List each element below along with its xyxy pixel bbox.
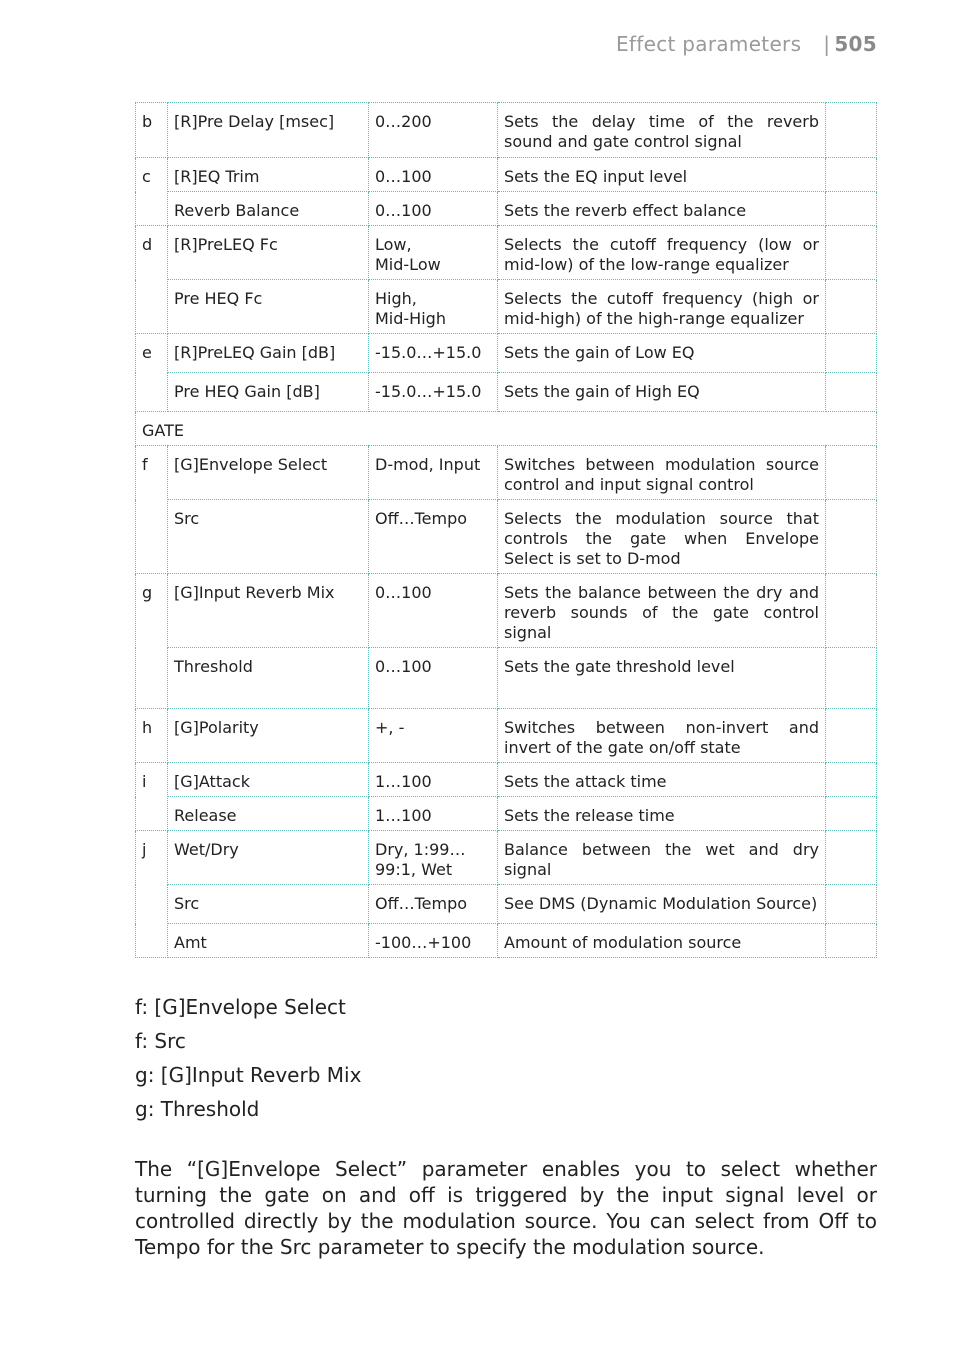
param-description: See DMS (Dynamic Modulation Source)	[498, 885, 826, 924]
table-row	[136, 648, 877, 709]
empty-cell	[826, 103, 877, 158]
heading-src: f: Src	[135, 1029, 186, 1053]
row-letter: b	[136, 103, 168, 158]
table-row	[136, 763, 877, 797]
table-row	[136, 226, 877, 280]
param-name: Src	[168, 885, 369, 924]
empty-cell	[826, 924, 877, 958]
param-description: Amount of modulation source	[498, 924, 826, 958]
param-range: -100…+100	[369, 924, 498, 958]
param-description: Switches between modulation source control and input signal control	[498, 446, 826, 500]
param-name: [R]PreLEQ Fc	[168, 226, 369, 280]
empty-cell	[826, 192, 877, 226]
param-name: Threshold	[168, 648, 369, 709]
table-row	[136, 574, 877, 648]
table-row	[136, 103, 877, 158]
table-row	[136, 446, 877, 500]
param-description: Sets the release time	[498, 797, 826, 831]
row-letter: i	[136, 763, 168, 831]
heading-envelope-select: f: [G]Envelope Select	[135, 995, 346, 1019]
empty-cell	[826, 709, 877, 763]
heading-threshold: g: Threshold	[135, 1097, 260, 1121]
param-range: 0…100	[369, 158, 498, 192]
param-name: [R]EQ Trim	[168, 158, 369, 192]
header-separator: |	[823, 32, 831, 56]
param-name: Pre HEQ Fc	[168, 280, 369, 334]
param-range: -15.0…+15.0	[369, 373, 498, 412]
page-number: 505	[834, 32, 877, 56]
table-row	[136, 924, 877, 958]
param-range: -15.0…+15.0	[369, 334, 498, 373]
param-name: Pre HEQ Gain [dB]	[168, 373, 369, 412]
empty-cell	[826, 373, 877, 412]
empty-cell	[826, 334, 877, 373]
empty-cell	[826, 831, 877, 885]
param-name: [G]Envelope Select	[168, 446, 369, 500]
table-row	[136, 158, 877, 192]
heading-input-reverb-mix: g: [G]Input Reverb Mix	[135, 1063, 362, 1087]
page-header	[616, 32, 877, 56]
table-row	[136, 831, 877, 885]
row-letter: g	[136, 574, 168, 709]
param-description: Sets the delay time of the reverb sound and gate control signal	[498, 103, 826, 158]
param-range: High, Mid-High	[369, 280, 498, 334]
table-row	[136, 797, 877, 831]
param-range: Off…Tempo	[369, 885, 498, 924]
param-description: Balance between the wet and dry signal	[498, 831, 826, 885]
param-range: 0…100	[369, 192, 498, 226]
table-row	[136, 373, 877, 412]
param-description: Sets the EQ input level	[498, 158, 826, 192]
row-letter: d	[136, 226, 168, 334]
param-range: Low, Mid-Low	[369, 226, 498, 280]
param-name: [R]PreLEQ Gain [dB]	[168, 334, 369, 373]
empty-cell	[826, 797, 877, 831]
param-range: 0…100	[369, 648, 498, 709]
empty-cell	[826, 648, 877, 709]
param-description: Sets the gain of High EQ	[498, 373, 826, 412]
empty-cell	[826, 500, 877, 574]
param-name: [G]Input Reverb Mix	[168, 574, 369, 648]
empty-cell	[826, 574, 877, 648]
param-range: +, -	[369, 709, 498, 763]
section-title: Effect parameters	[615, 32, 802, 56]
param-range: Dry, 1:99…99:1, Wet	[369, 831, 498, 885]
empty-cell	[826, 158, 877, 192]
param-range: Off…Tempo	[369, 500, 498, 574]
table-row	[136, 885, 877, 924]
param-range: D-mod, Input	[369, 446, 498, 500]
row-letter: j	[136, 831, 168, 958]
param-description: Sets the attack time	[498, 763, 826, 797]
param-range: 0…200	[369, 103, 498, 158]
param-description: Switches between non-invert and invert of the gate on/off state	[498, 709, 826, 763]
param-description: Selects the cutoff frequency (low or mid-low) of the low-range equalizer	[498, 226, 826, 280]
parameter-headings	[135, 994, 877, 1130]
param-description: Sets the balance between the dry and reverb sounds of the gate control signal	[498, 574, 826, 648]
param-name: Amt	[168, 924, 369, 958]
empty-cell	[826, 763, 877, 797]
param-range: 0…100	[369, 574, 498, 648]
param-name: [G]Attack	[168, 763, 369, 797]
param-name: Release	[168, 797, 369, 831]
param-name: [G]Polarity	[168, 709, 369, 763]
row-letter: e	[136, 334, 168, 412]
param-description: Selects the modulation source that controls the gate when Envelope Select is set to D-mod	[498, 500, 826, 574]
param-description: Sets the gate threshold level	[498, 648, 826, 709]
table-row	[136, 500, 877, 574]
param-name: Src	[168, 500, 369, 574]
body-paragraph: The “[G]Envelope Select” parameter enables you to select whether turning the gate on and off is triggered by the input signal level or controlled directly by the modulation source. You can select from Off to Tempo for the Src parameter to specify the modulation source.	[135, 1157, 877, 1259]
row-letter: h	[136, 709, 168, 763]
table-row	[136, 280, 877, 334]
empty-cell	[826, 885, 877, 924]
param-range: 1…100	[369, 763, 498, 797]
param-description: Selects the cutoff frequency (high or mid-high) of the high-range equalizer	[498, 280, 826, 334]
section-row	[136, 412, 877, 446]
empty-cell	[826, 226, 877, 280]
empty-cell	[826, 446, 877, 500]
table-row	[136, 709, 877, 763]
row-letter: c	[136, 158, 168, 226]
parameter-table	[135, 102, 877, 958]
parameter-table-body	[136, 103, 877, 958]
param-range: 1…100	[369, 797, 498, 831]
table-row	[136, 334, 877, 373]
param-name: Reverb Balance	[168, 192, 369, 226]
row-letter: f	[136, 446, 168, 574]
param-description: Sets the gain of Low EQ	[498, 334, 826, 373]
param-name: [R]Pre Delay [msec]	[168, 103, 369, 158]
table-row	[136, 192, 877, 226]
param-name: Wet/Dry	[168, 831, 369, 885]
section-label: GATE	[136, 412, 877, 446]
empty-cell	[826, 280, 877, 334]
param-description: Sets the reverb effect balance	[498, 192, 826, 226]
